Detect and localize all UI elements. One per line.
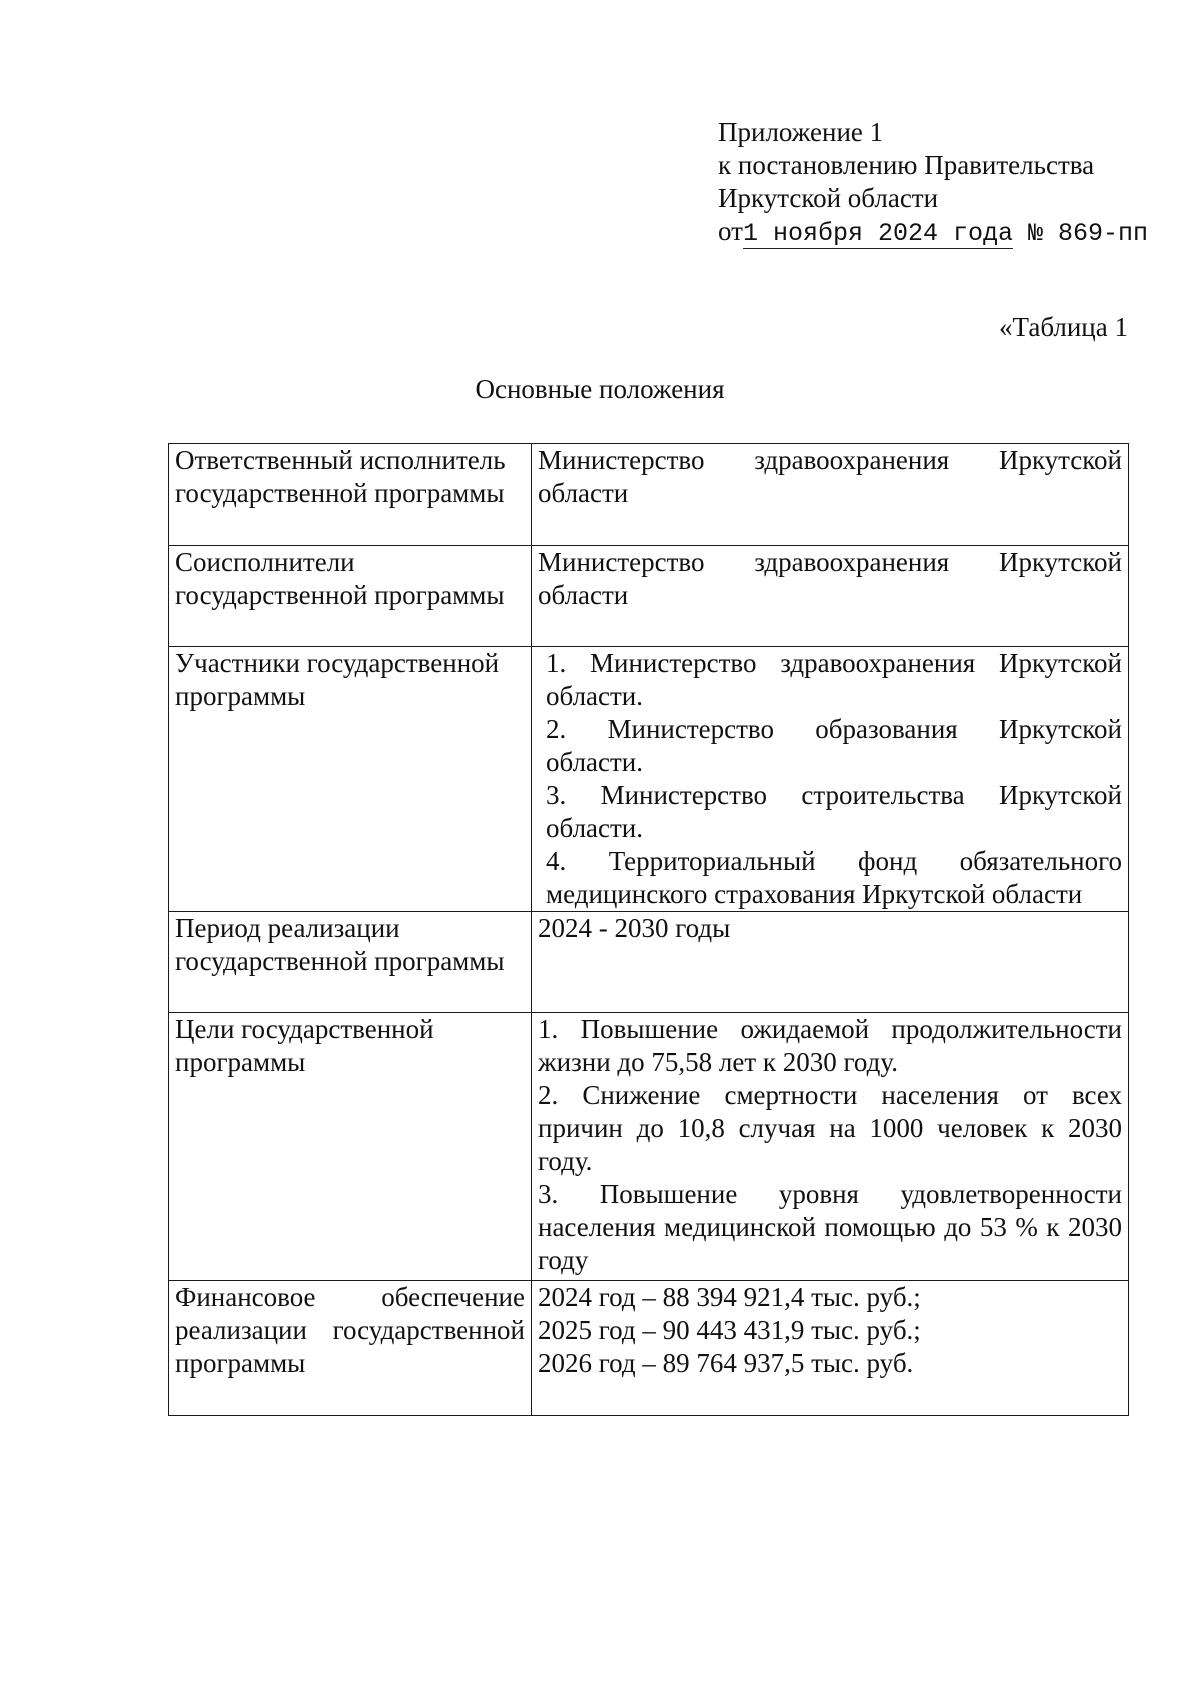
row-value-cell: [532, 647, 1129, 912]
appendix-region: Иркутской области: [718, 183, 939, 213]
list-item: 2024 год – 88 394 921,4 тыс. руб.;: [538, 1282, 921, 1312]
row-label-cell: [169, 444, 532, 546]
row-label: Ответственный исполнитель государственной программы: [175, 445, 506, 508]
table-row: [169, 912, 1129, 1013]
row-label: Цели государственной программы: [175, 1014, 434, 1077]
row-value: Министерство здравоохранения Иркутской области: [538, 547, 1122, 610]
row-value-cell: [532, 546, 1129, 647]
list-item: 2026 год – 89 764 937,5 тыс. руб.: [538, 1348, 914, 1378]
appendix-number: Приложение 1: [718, 117, 884, 147]
row-value-cell: [532, 912, 1129, 1013]
list-item: 2. Министерство образования Иркутской области.: [546, 714, 1122, 777]
list-item: 2. Снижение смертности населения от всех причин до 10,8 случая на 1000 человек к 2030 году.: [538, 1080, 1122, 1176]
row-label: Соисполнители государственной программы: [175, 547, 505, 610]
list-item: 4. Территориальный фонд обязательного медицинского страхования Иркутской области: [546, 846, 1122, 909]
list-item: 1. Министерство здравоохранения Иркутской области.: [546, 648, 1122, 711]
row-value: Министерство здравоохранения Иркутской области: [538, 445, 1122, 508]
table-row: [169, 546, 1129, 647]
appendix-header: [718, 116, 1148, 250]
row-value-cell: [532, 1281, 1129, 1416]
decree-date: 1 ноября 2024 года: [742, 219, 1013, 248]
table-row: [169, 1281, 1129, 1416]
list-item: 1. Повышение ожидаемой продолжительности жизни до 75,58 лет к 2030 году.: [538, 1014, 1122, 1077]
decree-number: № 869-пп: [1028, 219, 1149, 248]
date-underline: [743, 220, 1013, 249]
row-label-cell: [169, 1281, 532, 1416]
row-value-cell: [532, 444, 1129, 546]
table-row: [169, 647, 1129, 912]
appendix-date-line: [718, 215, 1148, 250]
row-label-cell: [169, 912, 532, 1013]
row-label-cell: [169, 1013, 532, 1281]
row-label-cell: [169, 647, 532, 912]
row-label-cell: [169, 546, 532, 647]
table-label: «Таблица 1: [999, 312, 1128, 342]
table-row: [169, 444, 1129, 546]
row-label: Финансовое обеспечение реализации государственной программы: [175, 1282, 525, 1378]
main-provisions-table: [168, 443, 1129, 1416]
table-row: [169, 1013, 1129, 1281]
list-item: 3. Повышение уровня удовлетворенности населения медицинской помощью до 53 % к 2030 году: [538, 1179, 1122, 1275]
list-item: 3. Министерство строительства Иркутской области.: [546, 780, 1122, 843]
document-title: Основные положения: [475, 374, 725, 404]
row-value: 2024 - 2030 годы: [538, 913, 731, 943]
row-value-cell: [532, 1013, 1129, 1281]
row-label: Участники государственной программы: [175, 648, 500, 711]
list-item: 2025 год – 90 443 431,9 тыс. руб.;: [538, 1315, 921, 1345]
date-prefix: от: [718, 216, 743, 246]
appendix-decree-ref: к постановлению Правительства: [718, 150, 1095, 180]
row-label: Период реализации государственной программы: [175, 913, 505, 976]
